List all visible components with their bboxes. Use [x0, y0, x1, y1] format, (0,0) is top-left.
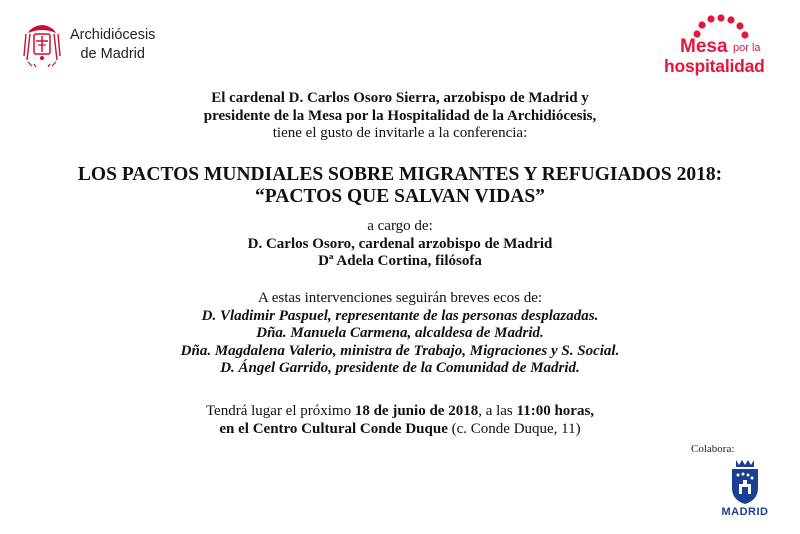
madrid-logo-text: MADRID — [721, 506, 769, 518]
speakers-section — [0, 218, 800, 271]
mesa-logo-hospitalidad: hospitalidad — [664, 56, 765, 76]
event-line-1 — [0, 403, 800, 421]
speaker-item: Dª Adela Cortina, filósofa — [318, 253, 482, 269]
intro-line-3: tiene el gusto de invitarle a la conferencia: — [272, 125, 528, 141]
conference-title — [0, 164, 800, 208]
event-date: 18 de junio de 2018 — [354, 403, 479, 419]
event-details — [0, 403, 800, 438]
mesa-logo-word: Mesa — [680, 36, 728, 57]
archdiocese-name-line2: de Madrid — [80, 46, 145, 62]
event-time: 11:00 horas, — [516, 403, 595, 419]
archdiocese-name-line1: Archidiócesis — [70, 27, 156, 43]
title-line-2: “PACTOS QUE SALVAN VIDAS” — [255, 186, 545, 207]
speakers-intro: a cargo de: — [367, 218, 433, 234]
mesa-hospitalidad-logo — [660, 14, 778, 80]
intro-line-1: El cardenal D. Carlos Osoro Sierra, arzobispo de Madrid y — [211, 90, 589, 106]
echoes-section — [0, 290, 800, 378]
colabora-label: Colabora: — [691, 443, 735, 455]
mesa-logo-porla: por la — [733, 42, 761, 54]
speaker-item: D. Carlos Osoro, cardenal arzobispo de Madrid — [247, 235, 553, 252]
archdiocese-coat-of-arms-icon — [22, 22, 62, 68]
title-line-1: LOS PACTOS MUNDIALES SOBRE MIGRANTES Y REFUGIADOS 2018: — [77, 164, 723, 185]
echo-item: D. Vladimir Paspuel, representante de las personas desplazadas. — [201, 307, 599, 324]
event-line-2 — [0, 421, 800, 439]
event-venue: en el Centro Cultural Conde Duque — [219, 420, 448, 437]
event-text-mid: , a las — [478, 403, 517, 419]
event-text-prefix: Tendrá lugar el próximo — [205, 403, 355, 419]
madrid-city-logo — [718, 456, 772, 522]
echo-item: Dña. Magdalena Valerio, ministra de Trabajo, Migraciones y S. Social. — [180, 342, 620, 359]
echoes-intro: A estas intervenciones seguirán breves ecos de: — [257, 290, 543, 306]
intro-line-2: presidente de la Mesa por la Hospitalidad de la Archidiócesis, — [203, 107, 597, 124]
event-address: (c. Conde Duque, 11) — [447, 420, 581, 437]
echo-item: D. Ángel Garrido, presidente de la Comunidad de Madrid. — [220, 360, 580, 376]
archdiocese-logo — [22, 22, 155, 68]
echo-item: Dña. Manuela Carmena, alcaldesa de Madrid. — [256, 325, 544, 341]
invitation-intro — [0, 90, 800, 143]
